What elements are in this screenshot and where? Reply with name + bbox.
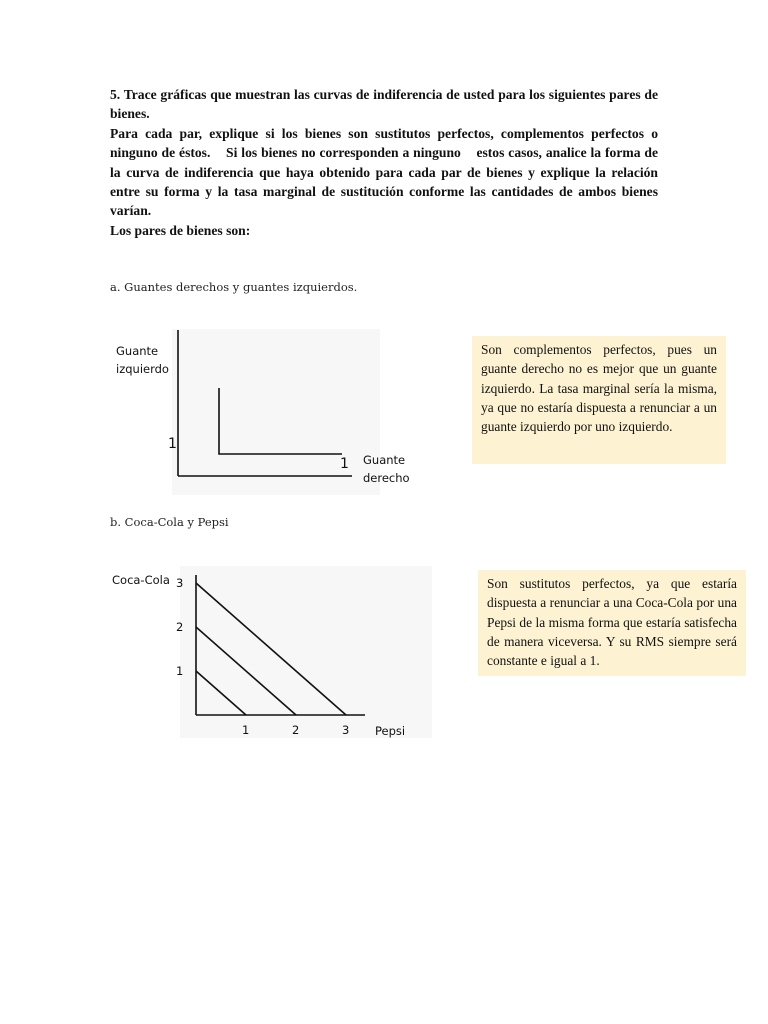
graph-b-y-tick-2: 2	[176, 620, 184, 634]
graph-a-x-label-line1: Guante	[363, 453, 406, 467]
pairs-heading: Los pares de bienes son:	[110, 222, 251, 238]
graph-a-y-label-line1: Guante	[116, 344, 159, 358]
section-a-label: a. Guantes derechos y guantes izquierdos.	[110, 280, 358, 294]
graph-b-y-tick-1: 1	[176, 664, 184, 678]
graph-b-lines	[196, 583, 346, 715]
indifference-line-U1	[196, 671, 246, 715]
answer-box-b: Son sustitutos perfectos, ya que estaría dispuesta a renunciar a una Coca-Cola por una Pepsi de la misma forma que estaría satisfecha de manera viceversa. Y su RMS siempre será constante e igual a 1.	[478, 570, 746, 676]
graph-b-x-tick-3: 3	[342, 723, 350, 737]
graph-a-y-tick: 1	[168, 436, 177, 452]
graph-a-y-label-line2: izquierdo	[116, 362, 169, 376]
indifference-line-U2	[196, 627, 296, 715]
indifference-line-U3	[196, 583, 346, 715]
graph-a-x-tick: 1	[340, 456, 349, 472]
question-body: Para cada par, explique si los bienes son sustitutos perfectos, complementos perfectos o ninguno de éstos. Si los bienes no corresponden a ninguno estos casos, analice la forma de la curva de indiferencia que haya obtenido para cada par de bienes y explique la relación entre su forma y la tasa marginal de sustitución conforme las cantidades de ambos bienes varían.	[110, 125, 662, 219]
graph-b-x-tick-1: 1	[242, 723, 250, 737]
question-intro-line: Trace gráficas que muestran las curvas de indiferencia de usted para los siguientes pares de bienes.	[110, 87, 658, 122]
section-b-label: b. Coca-Cola y Pepsi	[110, 515, 229, 529]
question-number: 5.	[110, 87, 121, 102]
graph-b-x-tick-2: 2	[292, 723, 300, 737]
answer-box-a: Son complementos perfectos, pues un guante derecho no es mejor que un guante izquierdo. La tasa marginal sería la misma, ya que no estaría dispuesta a renunciar a un guante izquierdo por uno izquierdo.	[472, 336, 726, 464]
graph-b-x-label: Pepsi	[375, 724, 406, 738]
graph-b-y-label: Coca-Cola	[112, 573, 170, 587]
graph-b-y-tick-3: 3	[176, 576, 184, 590]
graph-a-x-label-line2: derecho	[363, 471, 410, 485]
